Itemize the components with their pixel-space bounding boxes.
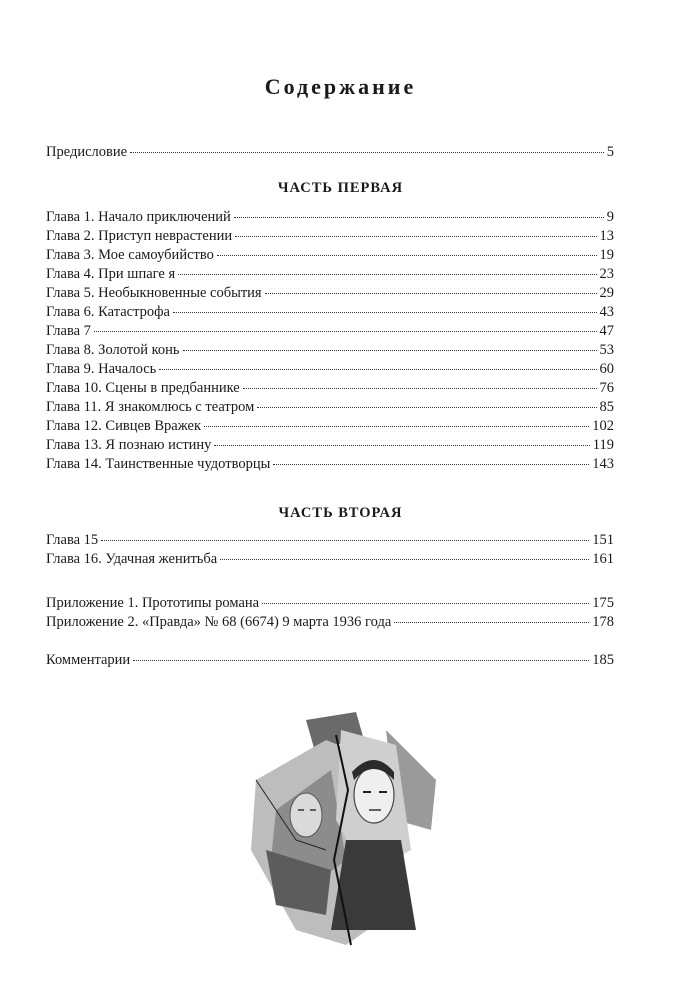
dot-leader bbox=[262, 603, 589, 604]
toc-entry-page: 175 bbox=[592, 595, 614, 611]
toc-entry[interactable] bbox=[46, 265, 614, 284]
toc-entry-label: Глава 1. Начало приключений bbox=[46, 209, 231, 225]
dot-leader bbox=[204, 426, 589, 427]
dot-leader bbox=[234, 217, 604, 218]
dot-leader bbox=[265, 293, 597, 294]
toc-entry[interactable] bbox=[46, 303, 614, 322]
toc-entry-label: Глава 14. Таинственные чудотворцы bbox=[46, 456, 271, 472]
toc-entry[interactable] bbox=[46, 550, 614, 569]
toc-entry-label: Глава 4. При шпаге я bbox=[46, 266, 176, 282]
toc-appendices bbox=[46, 594, 614, 632]
toc-entry[interactable] bbox=[46, 455, 614, 474]
toc-preface bbox=[46, 143, 614, 162]
toc-entry[interactable] bbox=[46, 379, 614, 398]
dot-leader bbox=[217, 255, 597, 256]
toc-entry-label: Комментарии bbox=[46, 652, 131, 668]
dot-leader bbox=[130, 152, 604, 153]
toc-entry-label: Глава 10. Сцены в предбаннике bbox=[46, 380, 240, 396]
toc-entry-label: Глава 2. Приступ неврастении bbox=[46, 228, 233, 244]
toc-entry-page: 178 bbox=[592, 614, 614, 630]
toc-entry-page: 43 bbox=[599, 304, 614, 320]
toc-entry-label: Глава 16. Удачная женитьба bbox=[46, 551, 218, 567]
collage-portrait-illustration bbox=[236, 700, 451, 950]
dot-leader bbox=[220, 559, 589, 560]
toc-entry[interactable] bbox=[46, 613, 614, 632]
toc-entry-label: Глава 15 bbox=[46, 532, 99, 548]
toc-entry-label: Глава 13. Я познаю истину bbox=[46, 437, 212, 453]
toc-entry[interactable] bbox=[46, 341, 614, 360]
dot-leader bbox=[133, 660, 589, 661]
dot-leader bbox=[394, 622, 589, 623]
toc-part-two bbox=[46, 531, 614, 569]
part-one-heading: ЧАСТЬ ПЕРВАЯ bbox=[277, 180, 404, 196]
toc-entry[interactable] bbox=[46, 651, 614, 670]
toc-entry[interactable] bbox=[46, 531, 614, 550]
toc-entry-page: 102 bbox=[592, 418, 614, 434]
toc-entry-label: Глава 7 bbox=[46, 323, 91, 339]
toc-entry-page: 76 bbox=[599, 380, 614, 396]
toc-entry-page: 5 bbox=[606, 144, 614, 160]
toc-entry-label: Глава 6. Катастрофа bbox=[46, 304, 170, 320]
toc-entry-label: Глава 8. Золотой конь bbox=[46, 342, 180, 358]
toc-entry-page: 161 bbox=[592, 551, 614, 567]
dot-leader bbox=[235, 236, 596, 237]
dot-leader bbox=[273, 464, 589, 465]
toc-entry-page: 185 bbox=[592, 652, 614, 668]
dot-leader bbox=[101, 540, 589, 541]
toc-entry[interactable] bbox=[46, 143, 614, 162]
toc-entry-label: Глава 3. Мое самоубийство bbox=[46, 247, 214, 263]
toc-entry-page: 60 bbox=[599, 361, 614, 377]
toc-entry-label: Глава 5. Необыкновенные события bbox=[46, 285, 262, 301]
part-two-heading: ЧАСТЬ ВТОРАЯ bbox=[278, 505, 403, 521]
dot-leader bbox=[183, 350, 597, 351]
toc-entry-label: Глава 11. Я знакомлюсь с театром bbox=[46, 399, 255, 415]
toc-entry[interactable] bbox=[46, 322, 614, 341]
toc-comments bbox=[46, 651, 614, 670]
toc-entry-page: 151 bbox=[592, 532, 614, 548]
toc-part-one bbox=[46, 208, 614, 474]
toc-entry[interactable] bbox=[46, 208, 614, 227]
toc-entry[interactable] bbox=[46, 398, 614, 417]
toc-entry-page: 23 bbox=[599, 266, 614, 282]
toc-entry-label: Приложение 2. «Правда» № 68 (6674) 9 марта 1936 года bbox=[46, 614, 392, 630]
toc-entry[interactable] bbox=[46, 284, 614, 303]
toc-entry-page: 13 bbox=[599, 228, 614, 244]
toc-entry-page: 9 bbox=[606, 209, 614, 225]
toc-entry-label: Глава 12. Сивцев Вражек bbox=[46, 418, 202, 434]
toc-entry-page: 29 bbox=[599, 285, 614, 301]
toc-entry-label: Предисловие bbox=[46, 144, 128, 160]
toc-entry[interactable] bbox=[46, 246, 614, 265]
dot-leader bbox=[257, 407, 596, 408]
dot-leader bbox=[94, 331, 597, 332]
toc-entry-page: 19 bbox=[599, 247, 614, 263]
toc-entry-page: 143 bbox=[592, 456, 614, 472]
toc-entry[interactable] bbox=[46, 594, 614, 613]
dot-leader bbox=[214, 445, 589, 446]
dot-leader bbox=[178, 274, 596, 275]
toc-entry[interactable] bbox=[46, 436, 614, 455]
dot-leader bbox=[173, 312, 597, 313]
toc-entry-page: 53 bbox=[599, 342, 614, 358]
page-title: Содержание bbox=[264, 74, 417, 99]
dot-leader bbox=[159, 369, 596, 370]
dot-leader bbox=[243, 388, 597, 389]
toc-entry[interactable] bbox=[46, 360, 614, 379]
toc-entry-label: Глава 9. Началось bbox=[46, 361, 157, 377]
toc-entry[interactable] bbox=[46, 227, 614, 246]
toc-entry-page: 85 bbox=[599, 399, 614, 415]
toc-entry-label: Приложение 1. Прототипы романа bbox=[46, 595, 260, 611]
toc-entry-page: 119 bbox=[592, 437, 614, 453]
toc-entry-page: 47 bbox=[599, 323, 614, 339]
toc-entry[interactable] bbox=[46, 417, 614, 436]
